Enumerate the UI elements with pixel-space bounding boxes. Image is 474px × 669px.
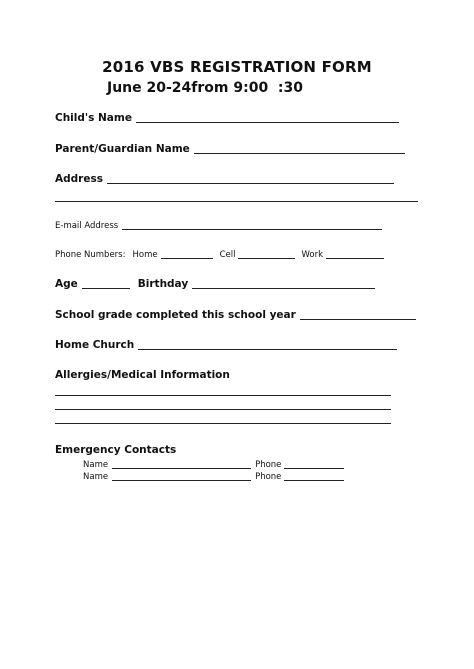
email-label: E-mail Address — [55, 221, 119, 231]
phone-numbers-label: Phone Numbers: — [55, 250, 126, 260]
school-grade-row — [55, 309, 416, 321]
allergies-line-3[interactable] — [55, 423, 391, 424]
emergency-name-field[interactable] — [112, 468, 251, 469]
email-field[interactable] — [122, 229, 382, 230]
birthday-label: Birthday — [137, 278, 189, 290]
address-label: Address — [55, 173, 103, 185]
emergency-contacts-heading: Emergency Contacts — [55, 444, 177, 456]
age-field[interactable] — [82, 288, 130, 289]
home-church-field[interactable] — [138, 349, 397, 350]
home-church-label: Home Church — [55, 339, 135, 351]
address-field[interactable] — [107, 183, 394, 184]
emergency-name-label: Name — [83, 472, 109, 482]
home-phone-label: Home — [132, 250, 158, 260]
birthday-field[interactable] — [192, 288, 375, 289]
work-phone-field[interactable] — [326, 258, 384, 259]
school-grade-label: School grade completed this school year — [55, 309, 296, 321]
parent-guardian-label: Parent/Guardian Name — [55, 143, 190, 155]
emergency-contact-row — [83, 472, 344, 482]
emergency-contact-row — [83, 460, 344, 470]
home-church-row — [55, 339, 397, 351]
allergies-row — [55, 369, 230, 381]
emergency-phone-field[interactable] — [284, 468, 344, 469]
address-row — [55, 173, 394, 185]
emergency-name-label: Name — [83, 460, 109, 470]
childs-name-field[interactable] — [136, 122, 399, 123]
form-subtitle: June 20-24from 9:00 :30 — [107, 80, 304, 96]
age-birthday-row — [55, 278, 375, 290]
address-line-2[interactable] — [55, 201, 418, 202]
parent-guardian-field[interactable] — [194, 153, 405, 154]
childs-name-label: Child's Name — [55, 112, 132, 124]
emergency-phone-field[interactable] — [284, 480, 344, 481]
emergency-name-field[interactable] — [112, 480, 251, 481]
cell-phone-field[interactable] — [238, 258, 295, 259]
email-row — [55, 221, 382, 231]
phone-numbers-row — [55, 250, 384, 260]
form-title: 2016 VBS REGISTRATION FORM — [102, 58, 372, 76]
work-phone-label: Work — [301, 250, 324, 260]
emergency-phone-label: Phone — [255, 460, 282, 470]
age-label: Age — [55, 278, 78, 290]
allergies-label: Allergies/Medical Information — [55, 369, 230, 381]
school-grade-field[interactable] — [300, 319, 416, 320]
allergies-line-2[interactable] — [55, 409, 391, 410]
childs-name-row — [55, 112, 399, 124]
cell-phone-label: Cell — [219, 250, 236, 260]
allergies-line-1[interactable] — [55, 395, 391, 396]
emergency-phone-label: Phone — [255, 472, 282, 482]
home-phone-field[interactable] — [161, 258, 213, 259]
parent-guardian-row — [55, 143, 405, 155]
